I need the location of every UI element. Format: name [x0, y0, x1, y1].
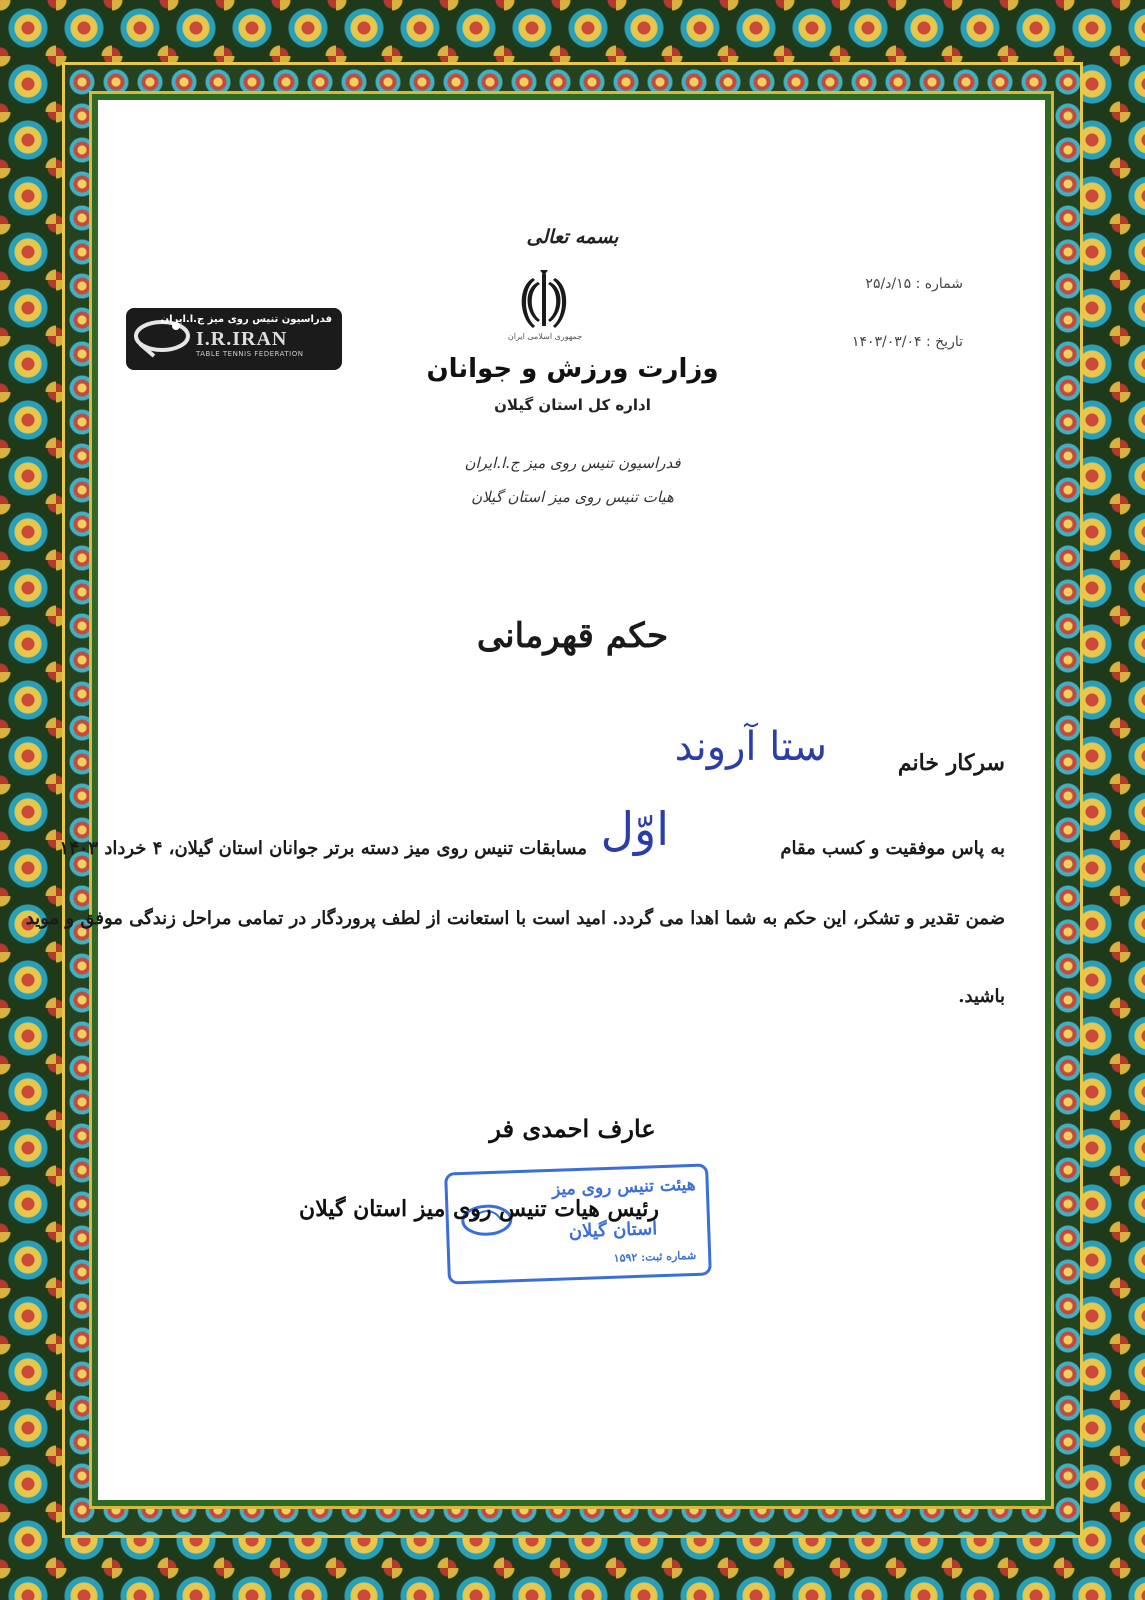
emblem-caption: جمهوری اسلامی ایران — [507, 332, 583, 341]
stamp-registration: شماره ثبت: ۱۵۹۲ — [613, 1248, 697, 1265]
committee-name: هیات تنیس روی میز استان گیلان — [471, 488, 674, 506]
signatory-name: عارف احمدی فر — [489, 1114, 656, 1143]
letter-number: شماره : ۱۵/د/۲۵ — [865, 276, 963, 292]
certificate-page — [25, 118, 1033, 1482]
logo-sub-text: TABLE TENNIS FEDERATION — [196, 350, 304, 358]
iran-emblem-icon — [514, 268, 574, 338]
invocation-text: بسمه تعالی — [526, 226, 619, 248]
body-line-2: ضمن تقدیر و تشکر، این حکم به شما اهدا می گردد. امید است با استعانت از لطف پروردگار در تمامی مراحل زندگی موفق و موید — [25, 908, 1005, 929]
signatory-role: رئیس هیات تنیس روی میز استان گیلان — [299, 1196, 659, 1222]
federation-name: فدراسیون تنیس روی میز ج.ا.ایران — [464, 454, 681, 472]
body-line-1-start: به پاس موفقیت و کسب مقام — [780, 838, 1005, 859]
ministry-name: وزارت ورزش و جوانان — [426, 354, 719, 384]
directorate-name: اداره کل استان گیلان — [494, 396, 651, 414]
body-line-3: باشید. — [958, 986, 1005, 1007]
stamp-line-2: استان گیلان — [568, 1218, 658, 1243]
logo-persian-text: فدراسیون تنیس روی میز ج.ا.ایران — [160, 314, 332, 325]
logo-main-text: I.R.IRAN — [196, 328, 288, 350]
rank-handwritten: اوّل — [600, 802, 669, 856]
letter-date: تاریخ : ۱۴۰۳/۰۳/۰۴ — [851, 334, 963, 350]
body-line-1-end: مسابقات تنیس روی میز دسته برتر جوانان استان گیلان، ۴ خرداد ۱۴۰۳ — [59, 838, 587, 859]
recipient-name-handwritten: ستا آروند — [674, 724, 827, 770]
official-stamp — [444, 1163, 712, 1284]
certificate-title: حکم قهرمانی — [476, 616, 669, 656]
salutation: سرکار خانم — [897, 750, 1005, 776]
stamp-line-1: هیئت تنیس روی میز — [551, 1174, 697, 1200]
federation-logo — [126, 308, 342, 370]
